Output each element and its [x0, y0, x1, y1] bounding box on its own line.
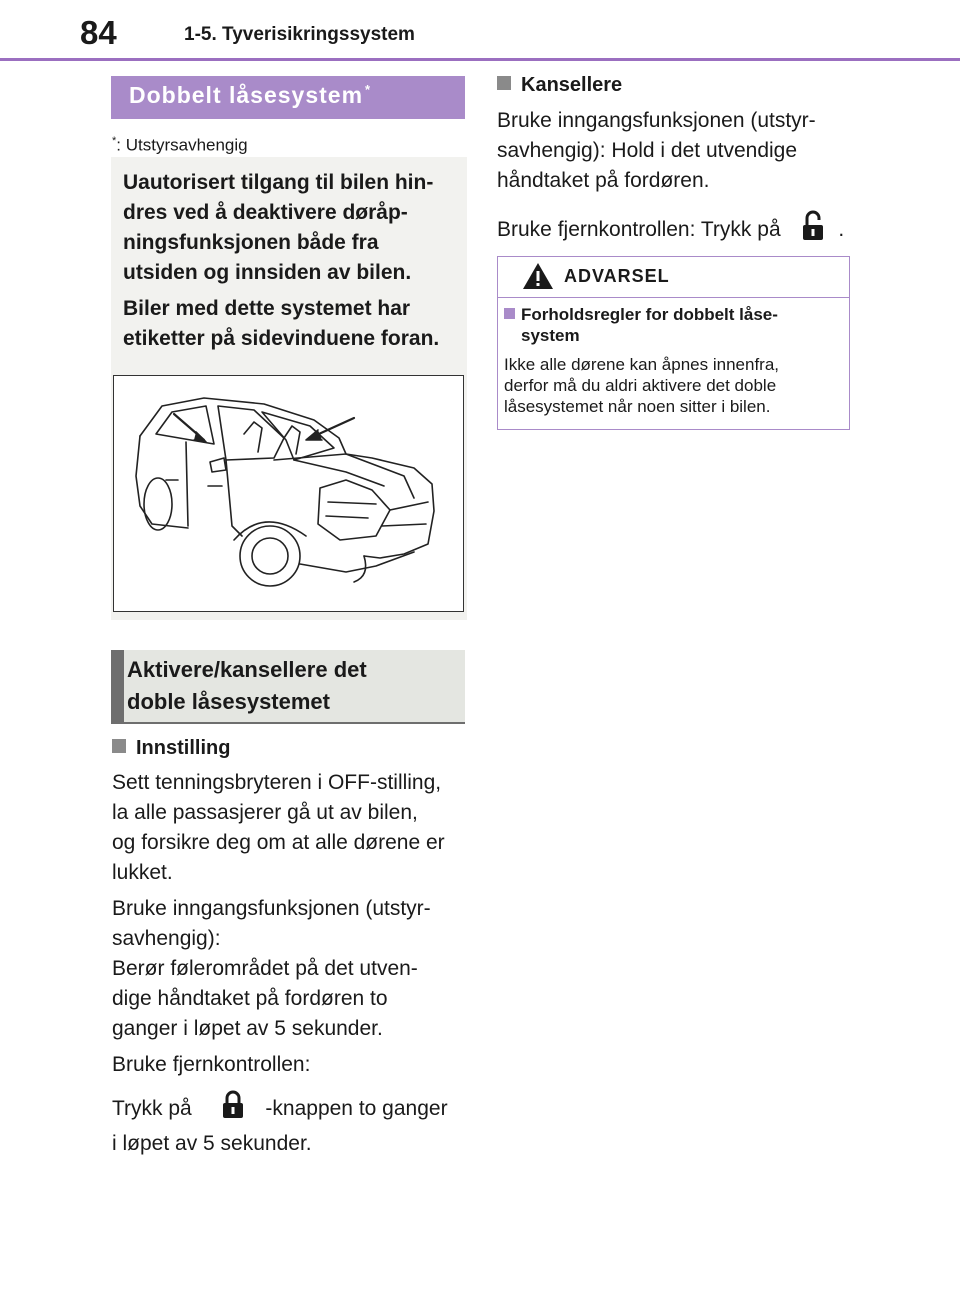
footnote-mark: *	[112, 135, 117, 147]
page-number: 84	[80, 14, 117, 51]
info-line: ningsfunksjonen både fra	[123, 231, 379, 254]
text-line	[504, 304, 834, 325]
innstilling-heading	[112, 737, 230, 760]
info-line: utsiden og innsiden av bilen.	[123, 261, 412, 284]
warning-body	[504, 354, 839, 417]
car-illustration-frame	[113, 375, 464, 612]
text-line: håndtaket på fordøren.	[497, 169, 710, 192]
warning-triangle-icon	[521, 261, 555, 296]
section-title-bar	[111, 76, 465, 119]
footnote-text: : Utstyrsavhengig	[116, 135, 248, 155]
text-line: Bruke inngangsfunksjonen (utstyr-	[497, 109, 816, 132]
header-rule	[0, 58, 960, 61]
innstilling-para-4	[112, 1090, 462, 1159]
text-line: savhengig):	[112, 927, 221, 950]
info-line: Biler med dette systemet har	[123, 297, 411, 320]
section-title-mark: *	[365, 82, 372, 98]
subsection-heading-line: Aktivere/kansellere det	[127, 657, 367, 682]
text-fragment: .	[838, 218, 845, 242]
info-line: Uautorisert tilgang til bilen hin-	[123, 171, 434, 194]
text-line: Bruke inngangsfunksjonen (utstyr-	[112, 897, 431, 920]
info-line: etiketter på sidevinduene foran.	[123, 327, 440, 350]
text-line: Sett tenningsbryteren i OFF-stilling,	[112, 771, 442, 794]
innstilling-para-2	[112, 894, 462, 1044]
text-line: ganger i løpet av 5 sekunder.	[112, 1017, 383, 1040]
bullet-square-icon	[504, 308, 515, 319]
info-para-2	[123, 294, 458, 354]
text-line: låsesystemet når noen sitter i bilen.	[504, 397, 771, 416]
text-line	[112, 1090, 462, 1129]
text-line: system	[521, 326, 580, 345]
subsection-heading-line: doble låsesystemet	[127, 689, 330, 714]
kansellere-heading	[497, 74, 622, 97]
text-line: i løpet av 5 sekunder.	[112, 1132, 312, 1155]
bullet-square-icon	[497, 76, 511, 90]
info-para-1	[123, 168, 458, 288]
bullet-square-icon	[112, 739, 126, 753]
text-fragment: Forholdsregler for dobbelt låse-	[521, 305, 778, 324]
text-fragment: Trykk på	[112, 1097, 192, 1121]
warning-title: ADVARSEL	[564, 266, 670, 286]
text-line: derfor må du aldri aktivere det doble	[504, 376, 777, 395]
chapter-title: 1-5. Tyverisikringssystem	[184, 24, 415, 45]
text-line: og forsikre deg om at alle dørene er	[112, 831, 445, 854]
warning-subheading	[504, 304, 834, 346]
subsection-heading	[111, 650, 465, 724]
text-line: savhengig): Hold i det utvendige	[497, 139, 798, 162]
lock-open-icon	[800, 210, 826, 251]
text-fragment: -knappen to ganger	[265, 1097, 448, 1121]
section-title: Dobbelt låsesystem	[129, 82, 364, 108]
innstilling-para-1	[112, 768, 462, 888]
innstilling-para-3: Bruke fjernkontrollen:	[112, 1053, 311, 1076]
footnote	[112, 135, 248, 156]
kansellere-para-2	[497, 210, 857, 251]
innstilling-heading-text: Innstilling	[136, 737, 231, 759]
text-fragment: Bruke fjernkontrollen: Trykk på	[497, 218, 781, 242]
text-line: Ikke alle dørene kan åpnes innenfra,	[504, 355, 780, 374]
kansellere-heading-text: Kansellere	[521, 74, 623, 96]
text-line: lukket.	[112, 861, 173, 884]
info-line: dres ved å deaktivere døråp-	[123, 201, 408, 224]
text-line: dige håndtaket på fordøren to	[112, 987, 388, 1010]
text-line: Berør følerområdet på det utven-	[112, 957, 418, 980]
car-illustration	[114, 376, 463, 611]
text-line: la alle passasjerer gå ut av bilen,	[112, 801, 418, 824]
kansellere-para-1	[497, 106, 847, 196]
lock-closed-icon	[220, 1090, 246, 1129]
